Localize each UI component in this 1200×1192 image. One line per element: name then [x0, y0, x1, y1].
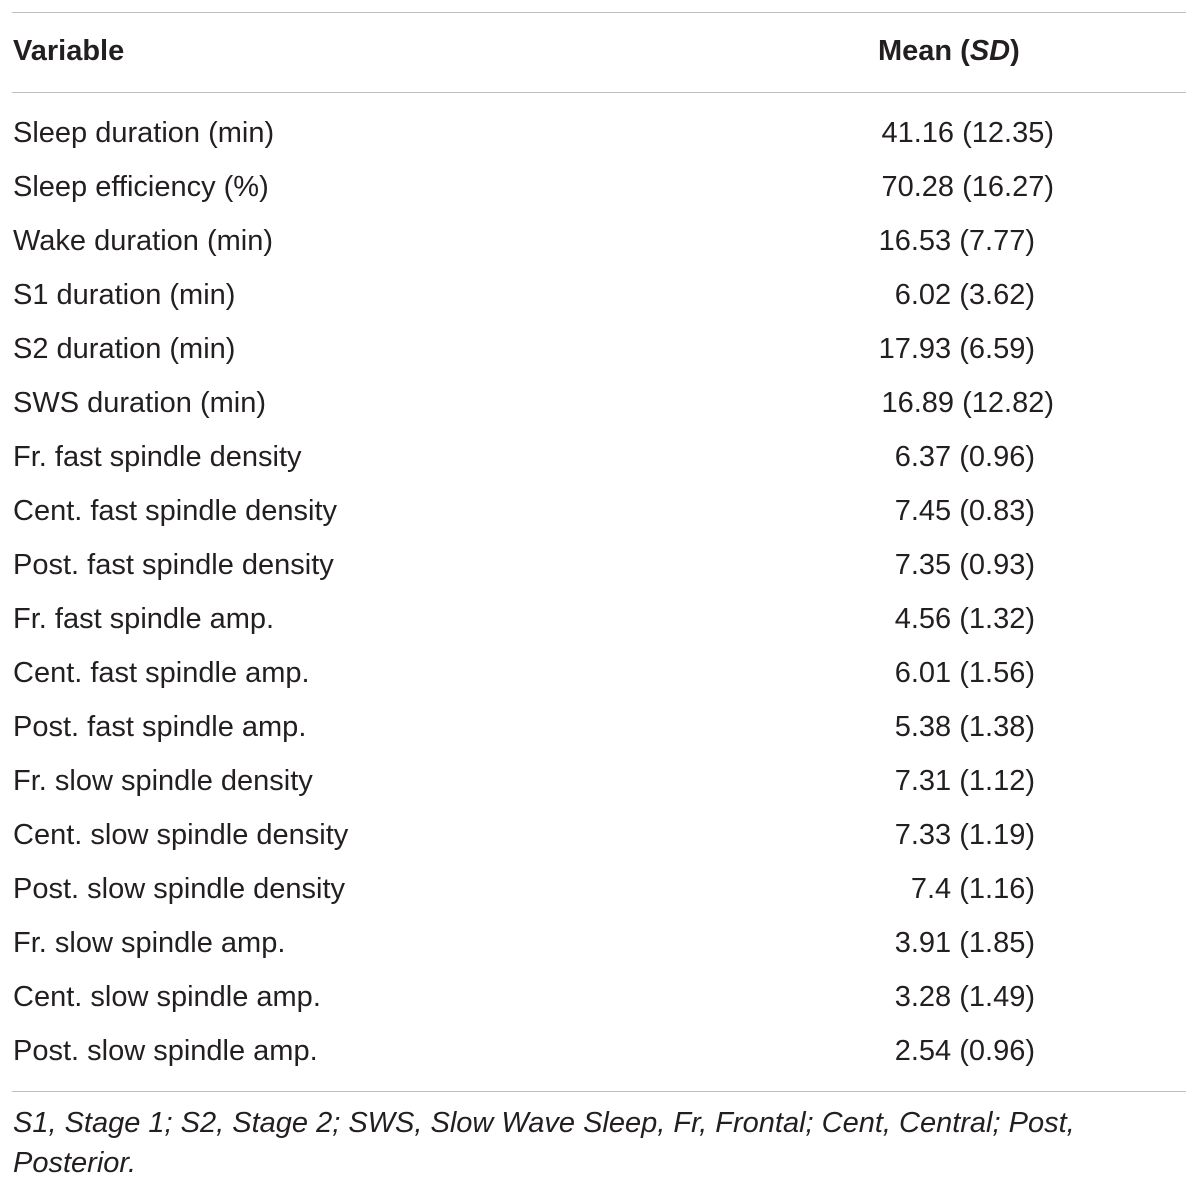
table-header-row — [0, 12, 1200, 92]
table-row — [0, 485, 1200, 539]
mean-sd-cell: 3.28 (1.49) — [894, 981, 1035, 1013]
mean-sd-cell: 6.02 (3.62) — [894, 279, 1035, 311]
mean-sd-cell: 16.89 (12.82) — [881, 387, 1054, 419]
variable-cell: Wake duration (min) — [13, 225, 274, 257]
table-footnote: S1, Stage 1; S2, Stage 2; SWS, Slow Wave Sleep, Fr, Frontal; Cent, Central; Post, Posterior. — [13, 1107, 1075, 1179]
table-row — [0, 701, 1200, 755]
table-row — [0, 323, 1200, 377]
mean-sd-cell: 6.37 (0.96) — [894, 441, 1035, 473]
mean-sd-cell: 7.4 (1.16) — [910, 873, 1035, 905]
variable-cell: Cent. slow spindle amp. — [13, 981, 321, 1013]
mean-sd-cell: 7.33 (1.19) — [894, 819, 1035, 851]
table-row — [0, 431, 1200, 485]
variable-cell: Sleep efficiency (%) — [13, 171, 269, 203]
table-row — [0, 593, 1200, 647]
variable-cell: Cent. fast spindle amp. — [13, 657, 310, 689]
table-row — [0, 755, 1200, 809]
mean-sd-cell: 4.56 (1.32) — [894, 603, 1035, 635]
table-row — [0, 215, 1200, 269]
table-row — [0, 161, 1200, 215]
table-body — [0, 107, 1200, 1079]
mean-sd-cell: 2.54 (0.96) — [894, 1035, 1035, 1067]
mean-sd-cell: 7.45 (0.83) — [894, 495, 1035, 527]
header-sd: SD — [969, 35, 1011, 67]
variable-cell: Fr. slow spindle amp. — [13, 927, 286, 959]
table-row — [0, 971, 1200, 1025]
variable-cell: S1 duration (min) — [13, 279, 236, 311]
header-mean-prefix: Mean ( — [878, 35, 970, 67]
table-row — [0, 1025, 1200, 1079]
mean-sd-cell: 7.35 (0.93) — [894, 549, 1035, 581]
header-mean-sd — [878, 34, 1020, 68]
header-variable: Variable — [13, 35, 125, 67]
variable-cell: Cent. slow spindle density — [13, 819, 349, 851]
variable-cell: Post. fast spindle density — [13, 549, 334, 581]
mean-sd-cell: 7.31 (1.12) — [894, 765, 1035, 797]
variable-cell: Cent. fast spindle density — [13, 495, 338, 527]
table-row — [0, 809, 1200, 863]
variable-cell: Post. slow spindle amp. — [13, 1035, 318, 1067]
mean-sd-cell: 3.91 (1.85) — [894, 927, 1035, 959]
mean-sd-cell: 17.93 (6.59) — [878, 333, 1035, 365]
table-row — [0, 539, 1200, 593]
table-row — [0, 917, 1200, 971]
table-row — [0, 269, 1200, 323]
mean-sd-cell: 41.16 (12.35) — [881, 117, 1054, 149]
variable-cell: S2 duration (min) — [13, 333, 236, 365]
variable-cell: Fr. slow spindle density — [13, 765, 313, 797]
variable-cell: Post. slow spindle density — [13, 873, 346, 905]
variable-cell: SWS duration (min) — [13, 387, 267, 419]
bottom-rule — [12, 1091, 1186, 1092]
mean-sd-cell: 6.01 (1.56) — [894, 657, 1035, 689]
variable-cell: Fr. fast spindle amp. — [13, 603, 275, 635]
table-row — [0, 377, 1200, 431]
table-row — [0, 107, 1200, 161]
table-row — [0, 863, 1200, 917]
variable-cell: Sleep duration (min) — [13, 117, 275, 149]
mean-sd-cell: 70.28 (16.27) — [881, 171, 1054, 203]
table-row — [0, 647, 1200, 701]
variable-cell: Post. fast spindle amp. — [13, 711, 307, 743]
header-rule — [12, 92, 1186, 93]
mean-sd-cell: 5.38 (1.38) — [894, 711, 1035, 743]
variable-cell: Fr. fast spindle density — [13, 441, 302, 473]
mean-sd-cell: 16.53 (7.77) — [878, 225, 1035, 257]
header-mean-suffix: ) — [1010, 35, 1020, 67]
